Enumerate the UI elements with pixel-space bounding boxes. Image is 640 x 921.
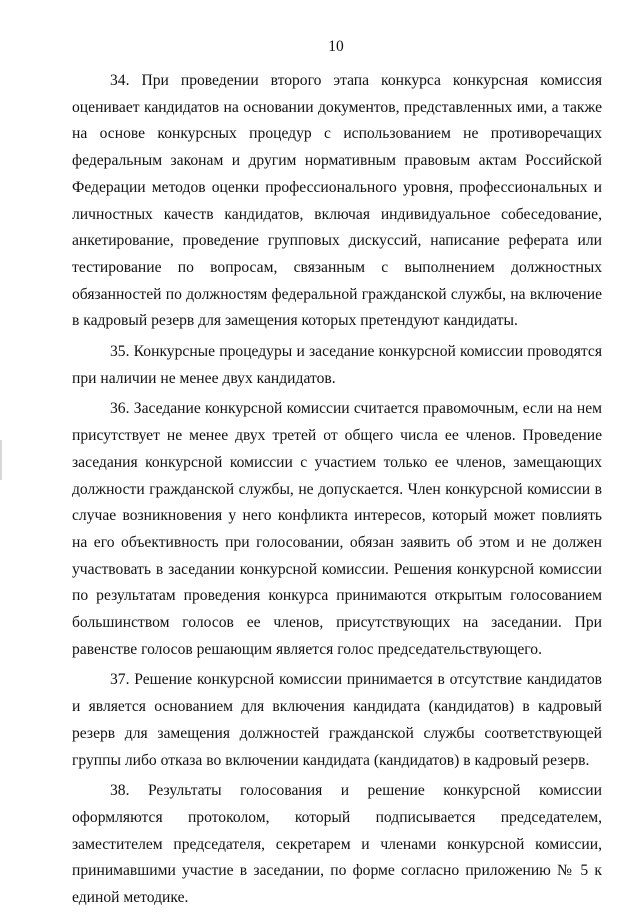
page-number: 10	[328, 38, 344, 55]
scan-edge-mark	[0, 440, 2, 480]
paragraph-37: 37. Решение конкурсной комиссии принимается в отсутствие кандидатов и является основанием для включения кандидата (кандидатов) в кадровый резерв для замещения должностей гражданской службы соответствующей группы либо отказа во включении кандидата (кандидатов) в кадровый резерв.	[72, 671, 602, 769]
paragraph-36: 36. Заседание конкурсной комиссии считается правомочным, если на нем присутствует не менее двух третей от общего числа ее членов. Проведение заседания конкурсной комиссии с участием только ее членов, замещающих должности гражданской службы, не допускается. Член конкурсной комиссии в случае возникновения у него конфликта интересов, который может повлиять на его объективность при голосовании, обязан заявить об этом и не должен участвовать в заседании конкурсной комиссии. Решения конкурсной комиссии по результатам проведения конкурса принимаются открытым голосованием большинством голосов ее членов, присутствующих на заседании. При равенстве голосов решающим является голос председательствующего.	[72, 400, 602, 658]
document-body	[72, 68, 602, 912]
paragraph-38: 38. Результаты голосования и решение конкурсной комиссии оформляются протоколом, который подписывается председателем, заместителем председателя, секретарем и членами конкурсной комиссии, принимавшими участие в заседании, по форме согласно приложению № 5 к единой методике.	[72, 782, 602, 907]
paragraph-35: 35. Конкурсные процедуры и заседание конкурсной комиссии проводятся при наличии не менее двух кандидатов.	[72, 343, 602, 387]
paragraph-34: 34. При проведении второго этапа конкурса конкурсная комиссия оценивает кандидатов на основании документов, представленных ими, а также на основе конкурсных процедур с использованием не противоречащих федеральным законам и другим нормативным правовым актам Российской Федерации методов оценки профессионального уровня, профессиональных и личностных качеств кандидатов, включая индивидуальное собеседование, анкетирование, проведение групповых дискуссий, написание реферата или тестирование по вопросам, связанным с выполнением должностных обязанностей по должностям федеральной гражданской службы, на включение в кадровый резерв для замещения которых претендуют кандидаты.	[72, 72, 602, 330]
